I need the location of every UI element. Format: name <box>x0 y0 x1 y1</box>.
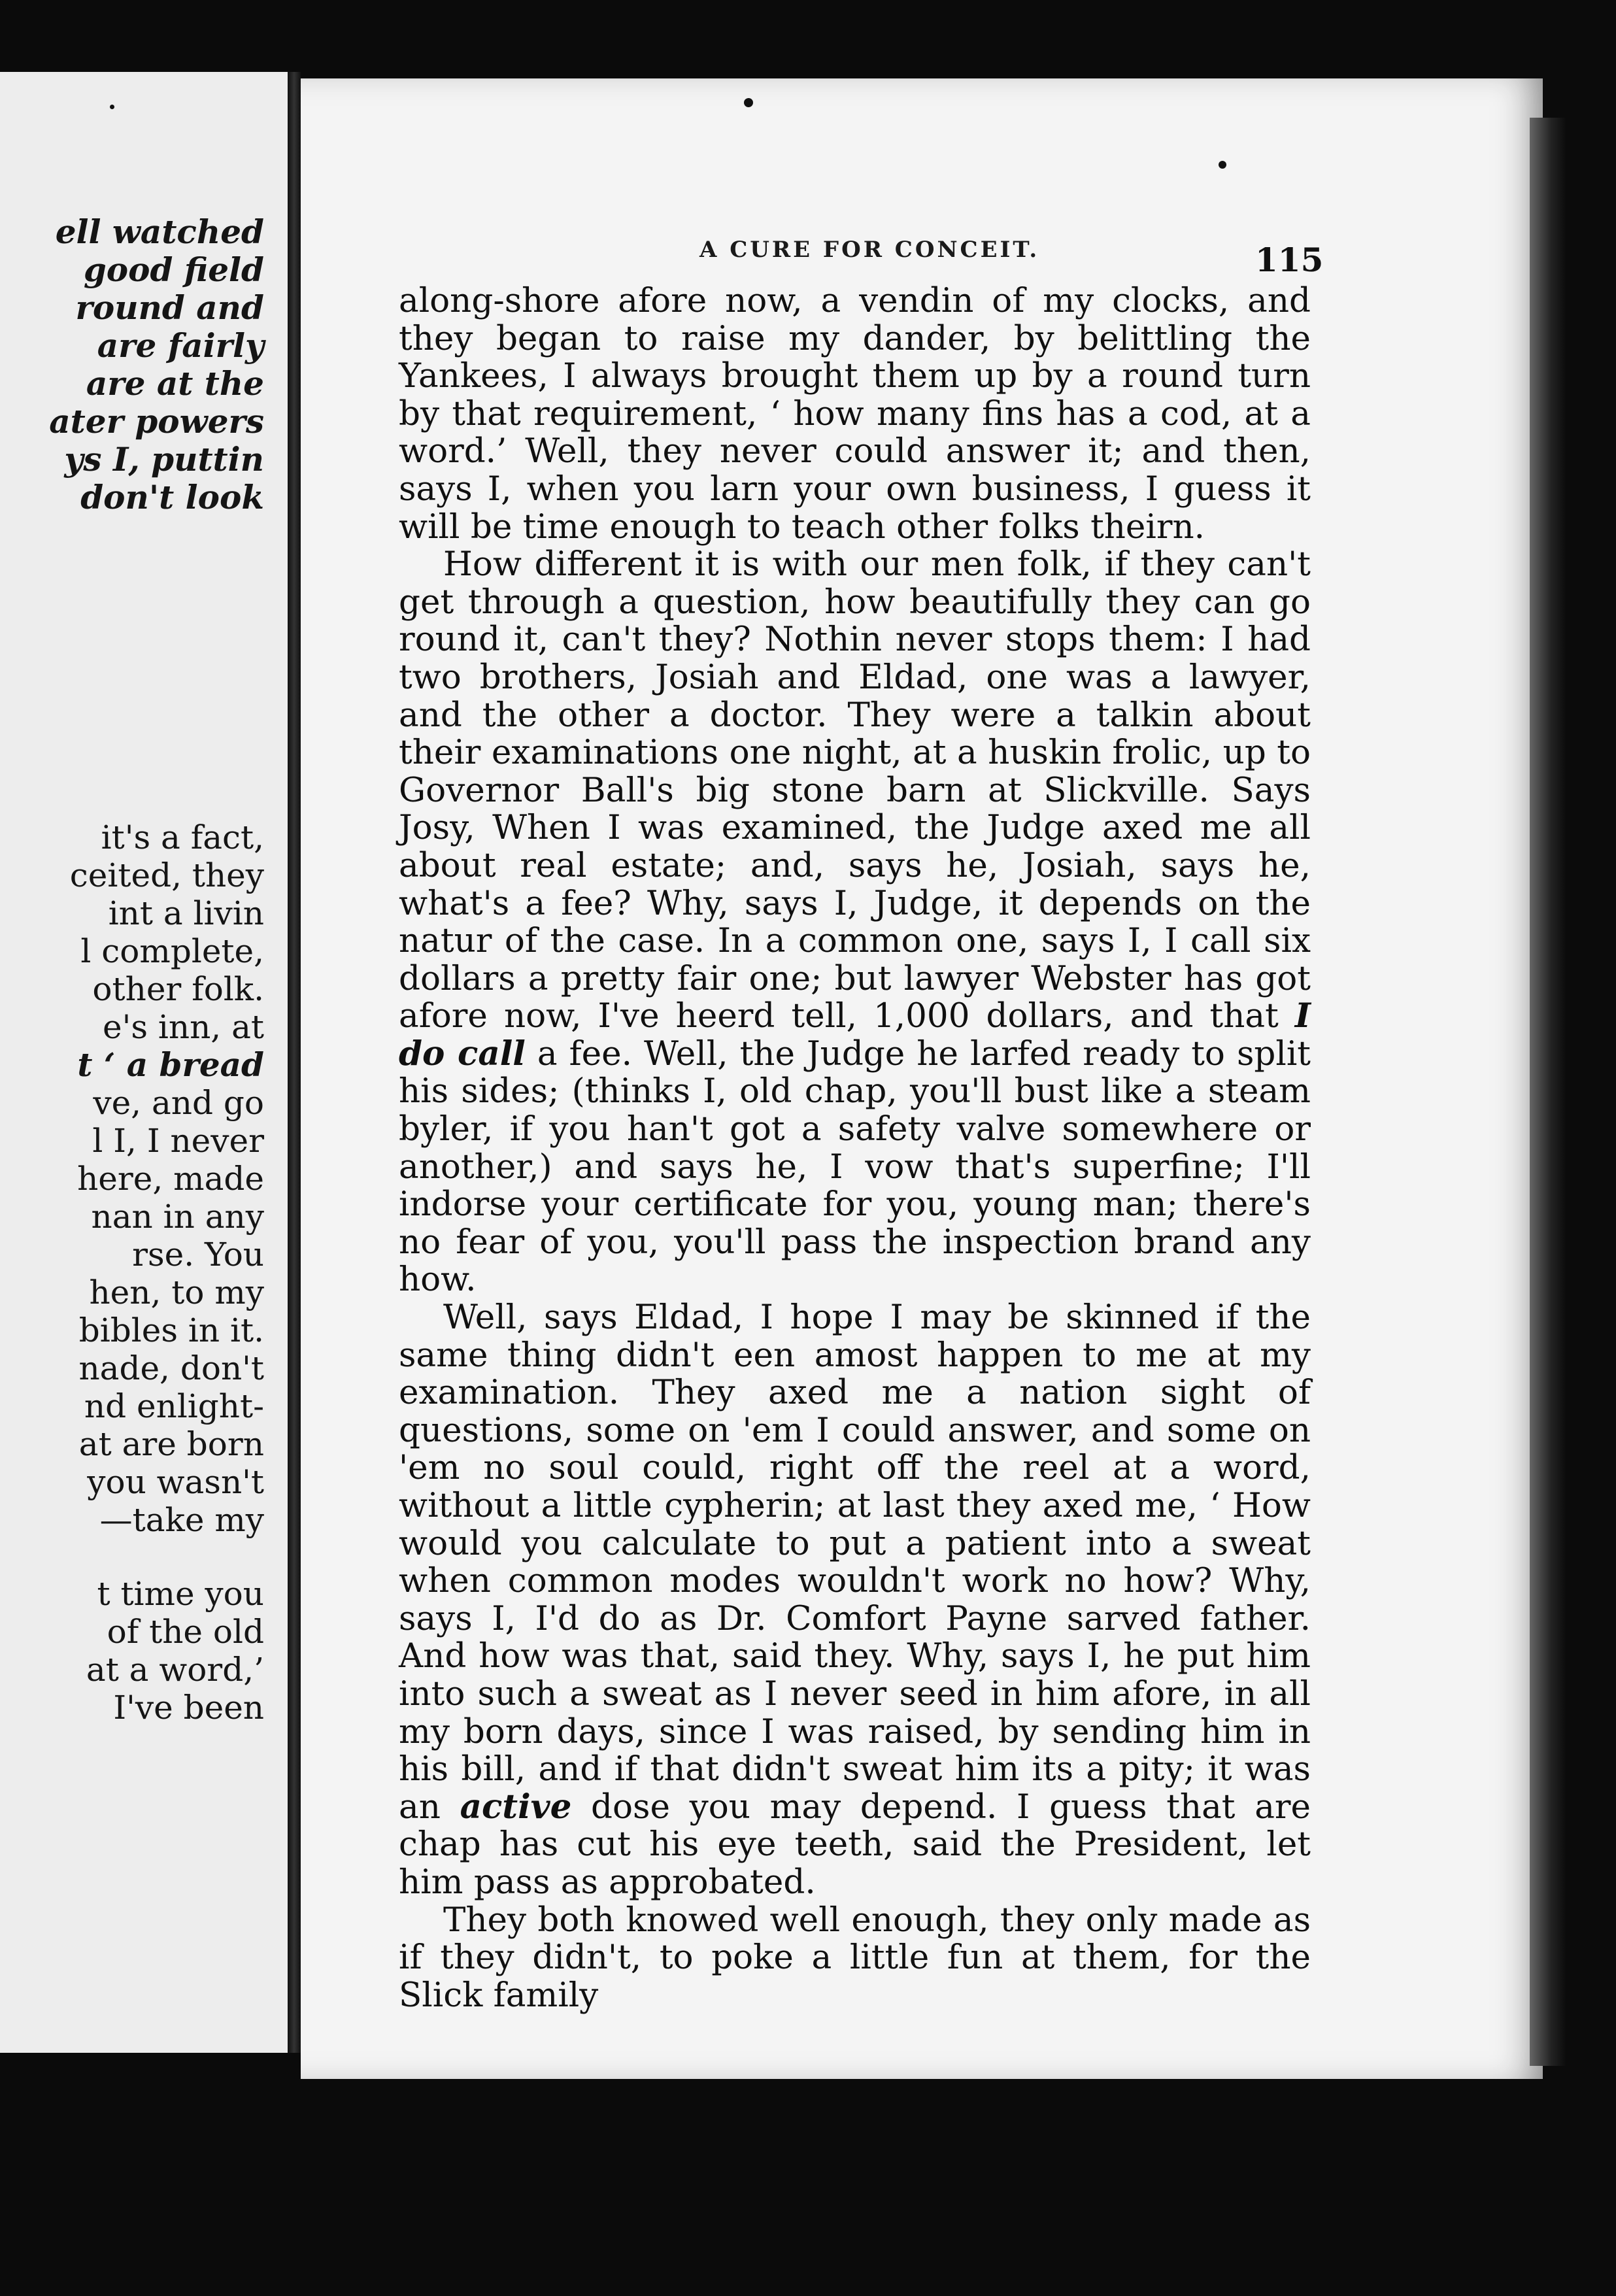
left-page-line: of the old <box>107 1613 264 1651</box>
ink-speck <box>110 105 114 109</box>
left-page-line: rse. You <box>132 1236 264 1274</box>
book-gutter <box>288 72 301 2053</box>
left-page-line: ys I, puttin <box>64 440 264 479</box>
body-text <box>399 282 1311 2014</box>
running-head: A CURE FOR CONCEIT. <box>699 237 1040 263</box>
left-page-line: hen, to my <box>89 1274 264 1311</box>
paragraph <box>399 1902 1311 2015</box>
left-page-fragment <box>0 72 292 2053</box>
paragraph <box>399 546 1311 1299</box>
left-page-line: —take my <box>99 1501 264 1539</box>
text-run: a fee. Well, the Judge he larfed ready to split his sides; (thinks I, old chap, you'll bust like a steam byler, if you han't got a safety valve somewhere or another,) and says he, I vow that's superfine; I'll indorse your certificate for you, young man; there's no fear of you, you'll pass the inspection brand any how. <box>399 1034 1311 1300</box>
left-page-line: e's inn, at <box>103 1008 264 1046</box>
paragraph <box>399 282 1311 546</box>
left-page-line: int a livin <box>108 894 264 932</box>
page-edge-shadow <box>1530 118 1566 2066</box>
left-page-line: bibles in it. <box>78 1311 264 1349</box>
italic-text: I do call <box>399 996 1311 1073</box>
left-page-line: t time you <box>97 1575 264 1613</box>
left-page-line: ater powers <box>49 402 264 441</box>
left-page-line: are at the <box>86 364 264 403</box>
text-run: They both knowed well enough, they only made as if they didn't, to poke a little fun at them, for the Slick family <box>399 1900 1311 2015</box>
left-page-line: round and <box>75 288 264 327</box>
text-run: How different it is with our men folk, if they can't get through a question, how beautifully they can go round it, can't they? Nothin never stops them: I had two brothers, Josiah and Eldad, one was a lawyer, and the other a doctor. They were a talkin about their examinations one night, at a huskin frolic, up to Governor Ball's big stone barn at Slickville. Says Josy, When I was examined, the Judge axed me all about real estate; and, says he, Josiah, says he, what's a fee? Why, says I, Judge, it depends on the natur of the case. In a common one, says I, I call six dollars a pretty fair one; but lawyer Webster has got afore now, I've heerd tell, 1,000 dollars, and that <box>399 545 1311 1036</box>
left-page-line: l I, I never <box>92 1122 264 1160</box>
left-page-line: are fairly <box>97 326 264 365</box>
left-page-line: here, made <box>77 1160 264 1198</box>
left-page-line: ell watched <box>55 212 264 251</box>
left-page-line: nan in any <box>91 1198 264 1236</box>
left-page-line: at a word,’ <box>86 1651 264 1689</box>
left-page-line: nd enlight- <box>84 1387 264 1425</box>
left-page-line: it's a fact, <box>101 819 264 856</box>
left-page-line: nade, don't <box>78 1349 264 1387</box>
left-page-line: other folk. <box>92 970 264 1008</box>
ink-speck <box>744 98 753 107</box>
left-page-line: l complete, <box>80 932 264 970</box>
left-page-line: you wasn't <box>87 1463 264 1501</box>
left-page-line: at are born <box>78 1425 264 1463</box>
text-run: dose you may depend. I guess that are chap has cut his eye teeth, said the President, let him pass as approbated. <box>399 1787 1311 1902</box>
left-page-line: ceited, they <box>69 856 264 894</box>
text-run: Well, says Eldad, I hope I may be skinned if the same thing didn't een amost happen to me at my examination. They axed me a nation sight of questions, some on 'em I could answer, and some on 'em no soul could, right off the reel at a word, without a little cypherin; at last they axed me, ‘ How would you calculate to put a patient into a sweat when common modes wouldn't work no how? Why, says I, I'd do as Dr. Comfort Payne sarved father. And how was that, said they. Why, says I, he put him into such a sweat as I never seed in him afore, in all my born days, since I was raised, by sending him in his bill, and if that didn't sweat him its a pity; it was an <box>399 1298 1311 1827</box>
left-page-line: t ‘ a bread <box>77 1045 264 1084</box>
italic-text: active <box>460 1787 572 1827</box>
left-page-line: I've been <box>113 1689 264 1727</box>
left-page-line: don't look <box>80 478 264 516</box>
left-page-line: ve, and go <box>93 1084 264 1122</box>
ink-speck <box>1219 161 1226 169</box>
paragraph <box>399 1299 1311 1902</box>
text-run: along-shore afore now, a vendin of my clocks, and they began to raise my dander, by belittling the Yankees, I always brought them up by a round turn by that requirement, ‘ how many fins has a cod, at a word.’ Well, they never could answer it; and then, says I, when you larn your own business, I guess it will be time enough to teach other folks theirn. <box>399 281 1311 547</box>
page-number: 115 <box>1255 241 1324 279</box>
left-page-line: good field <box>83 250 264 289</box>
